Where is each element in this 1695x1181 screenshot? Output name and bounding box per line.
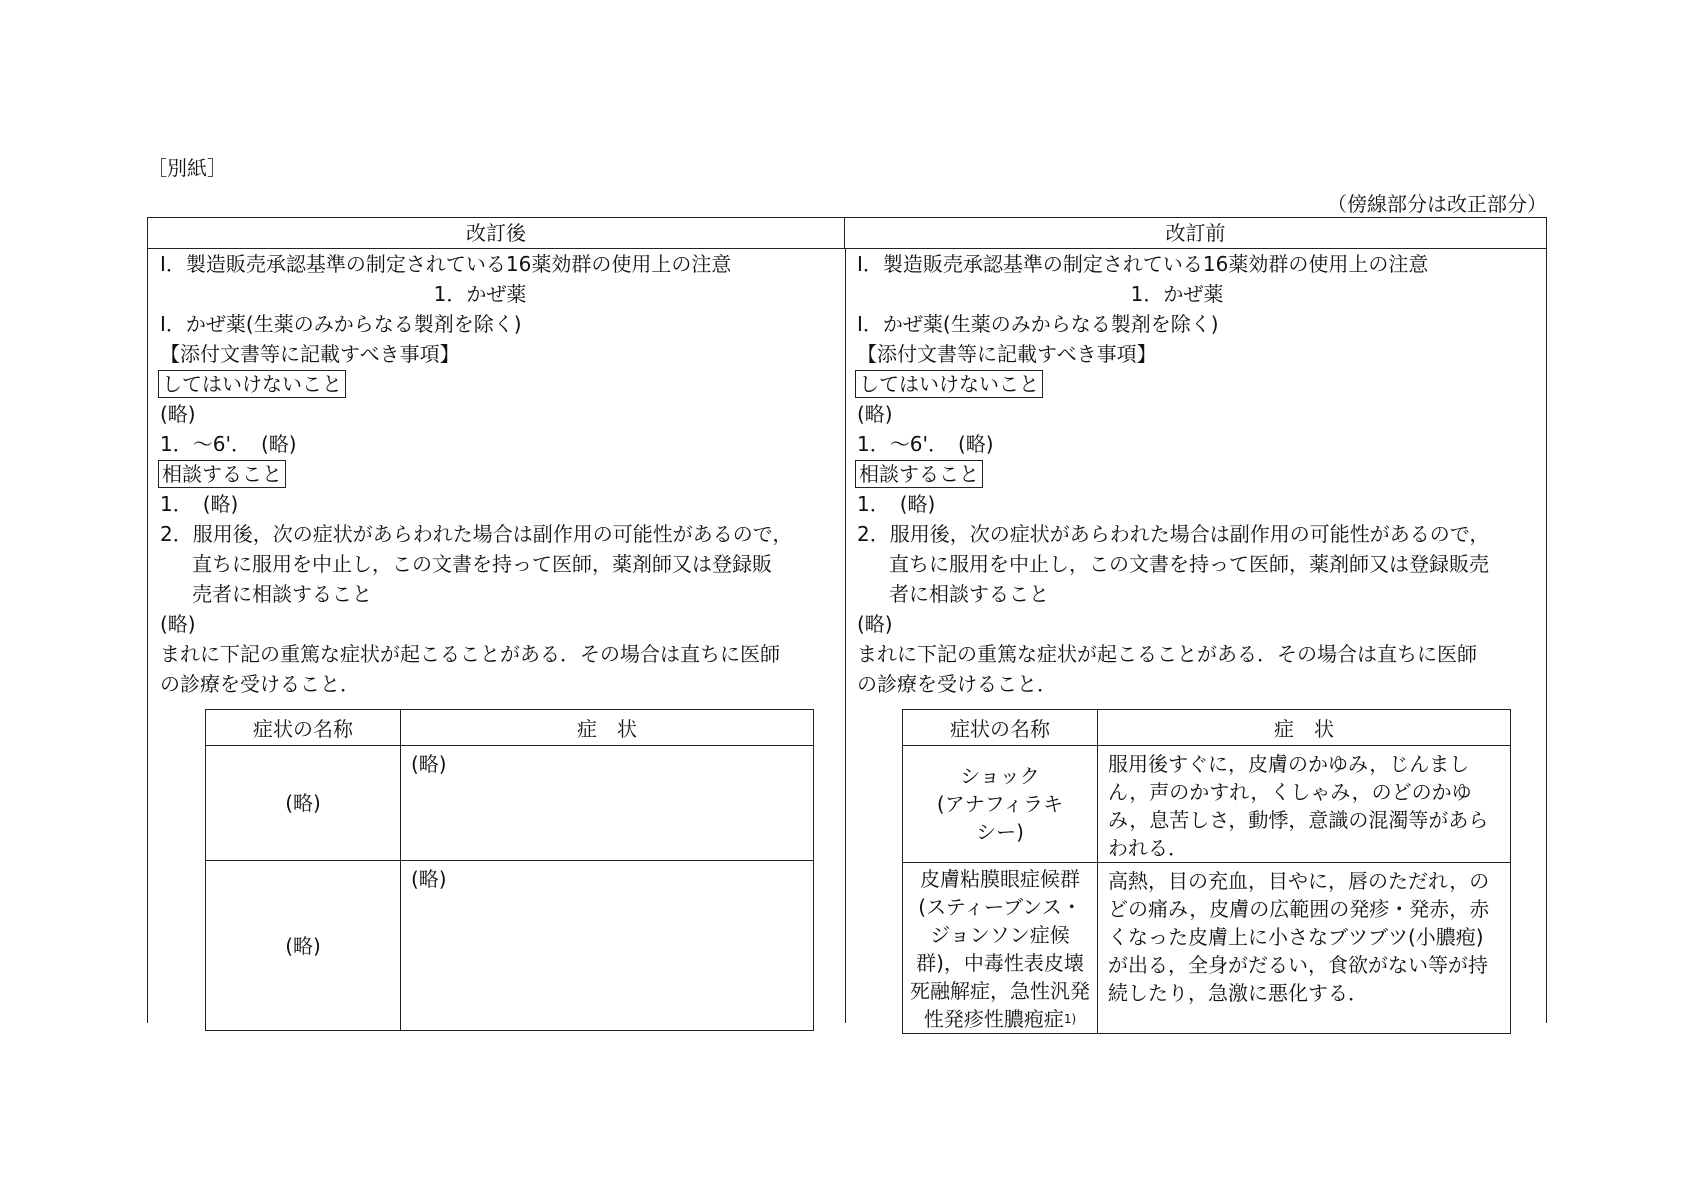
attachment-label: ［別紙］ (147, 156, 227, 180)
prohibited-heading: してはいけないこと (855, 370, 1043, 398)
list-item: 1． (略) (160, 492, 239, 516)
drug-category-title: 1．かぜ薬 (433, 282, 527, 306)
symptom-name-cell: (略) (206, 861, 401, 1031)
omitted-text: (略) (857, 402, 893, 426)
symptom-name-line (903, 1005, 1097, 1033)
symptom-name-line: 群)，中毒性表皮壊 (916, 951, 1084, 975)
symptom-desc-cell: (略) (401, 861, 814, 1031)
list-item-continued: 直ちに服用を中止し，この文書を持って医師，薬剤師又は登録販 (192, 552, 772, 576)
symptom-name-line: 皮膚粘膜眼症候群 (920, 867, 1080, 891)
list-item-continued: 売者に相談すること (192, 582, 372, 606)
revision-note: （傍線部分は改正部分） (1327, 192, 1547, 216)
list-item: 1． (略) (857, 492, 936, 516)
section-title: Ⅰ．製造販売承認基準の制定されている16薬効群の使用上の注意 (160, 252, 732, 276)
comparison-table (147, 217, 1547, 1031)
symptom-name-line: ショック (960, 764, 1040, 788)
symptom-name-header: 症状の名称 (206, 710, 401, 746)
prohibited-heading: してはいけないこと (158, 370, 346, 398)
warning-text-continued: の診療を受けること． (160, 672, 360, 696)
symptom-name-cell (903, 863, 1098, 1034)
symptom-desc-cell: 高熱，目の充血，目やに，唇のただれ，のどの痛み，皮膚の広範囲の発疹・発赤，赤くなった皮膚上に小さなブツブツ(小膿疱)が出る，全身がだるい，食欲がない等が持続したり，急激に悪化する． (1098, 863, 1511, 1034)
subsection-title: Ⅰ．かぜ薬(生薬のみからなる製剤を除く) (160, 312, 522, 336)
symptom-table-before (902, 709, 1511, 1034)
symptom-name-text: 性発疹性膿疱症 (923, 1007, 1064, 1031)
before-revision-column (857, 249, 1547, 699)
omitted-text: (略) (857, 612, 893, 636)
footnote-ref: 1) (1063, 1012, 1077, 1026)
warning-text-continued: の診療を受けること． (857, 672, 1057, 696)
subsection-title: Ⅰ．かぜ薬(生薬のみからなる製剤を除く) (857, 312, 1219, 336)
symptom-name-cell: (略) (206, 746, 401, 861)
omitted-text: (略) (160, 402, 196, 426)
list-item: 2．服用後，次の症状があらわれた場合は副作用の可能性があるので， (857, 522, 1490, 546)
list-item-continued: 直ちに服用を中止し，この文書を持って医師，薬剤師又は登録販売 (889, 552, 1489, 576)
symptom-table-after (205, 709, 814, 1031)
list-item-continued: 者に相談すること (889, 582, 1049, 606)
list-item: 1．～6'． (略) (160, 432, 297, 456)
consult-heading: 相談すること (855, 460, 983, 488)
consult-heading: 相談すること (158, 460, 286, 488)
warning-text: まれに下記の重篤な症状が起こることがある．その場合は直ちに医師 (857, 642, 1477, 666)
symptom-name-line: 死融解症，急性汎発 (910, 979, 1090, 1003)
before-revision-header: 改訂前 (845, 218, 1546, 249)
after-revision-column (160, 249, 850, 699)
warning-text: まれに下記の重篤な症状が起こることがある．その場合は直ちに医師 (160, 642, 780, 666)
symptom-desc-cell: (略) (401, 746, 814, 861)
list-item: 1．～6'． (略) (857, 432, 994, 456)
omitted-text: (略) (160, 612, 196, 636)
symptom-name-line: ジョンソン症候 (930, 923, 1070, 947)
items-heading: 【添付文書等に記載すべき事項】 (857, 342, 1157, 366)
section-title: Ⅰ．製造販売承認基準の制定されている16薬効群の使用上の注意 (857, 252, 1429, 276)
symptom-name-line: (スティーブンス・ (918, 895, 1082, 919)
after-revision-header: 改訂後 (148, 218, 845, 249)
symptom-desc-cell: 服用後すぐに，皮膚のかゆみ，じんましん，声のかすれ，くしゃみ，のどのかゆみ，息苦しさ，動悸，意識の混濁等があらわれる． (1098, 746, 1511, 863)
items-heading: 【添付文書等に記載すべき事項】 (160, 342, 460, 366)
symptom-header: 症 状 (1098, 710, 1511, 746)
symptom-name-header: 症状の名称 (903, 710, 1098, 746)
list-item: 2．服用後，次の症状があらわれた場合は副作用の可能性があるので， (160, 522, 793, 546)
symptom-name-line: (アナフィラキ (936, 792, 1064, 816)
symptom-name-line: シー) (976, 820, 1024, 844)
symptom-header: 症 状 (401, 710, 814, 746)
drug-category-title: 1．かぜ薬 (1130, 282, 1224, 306)
symptom-name-cell (903, 746, 1098, 863)
